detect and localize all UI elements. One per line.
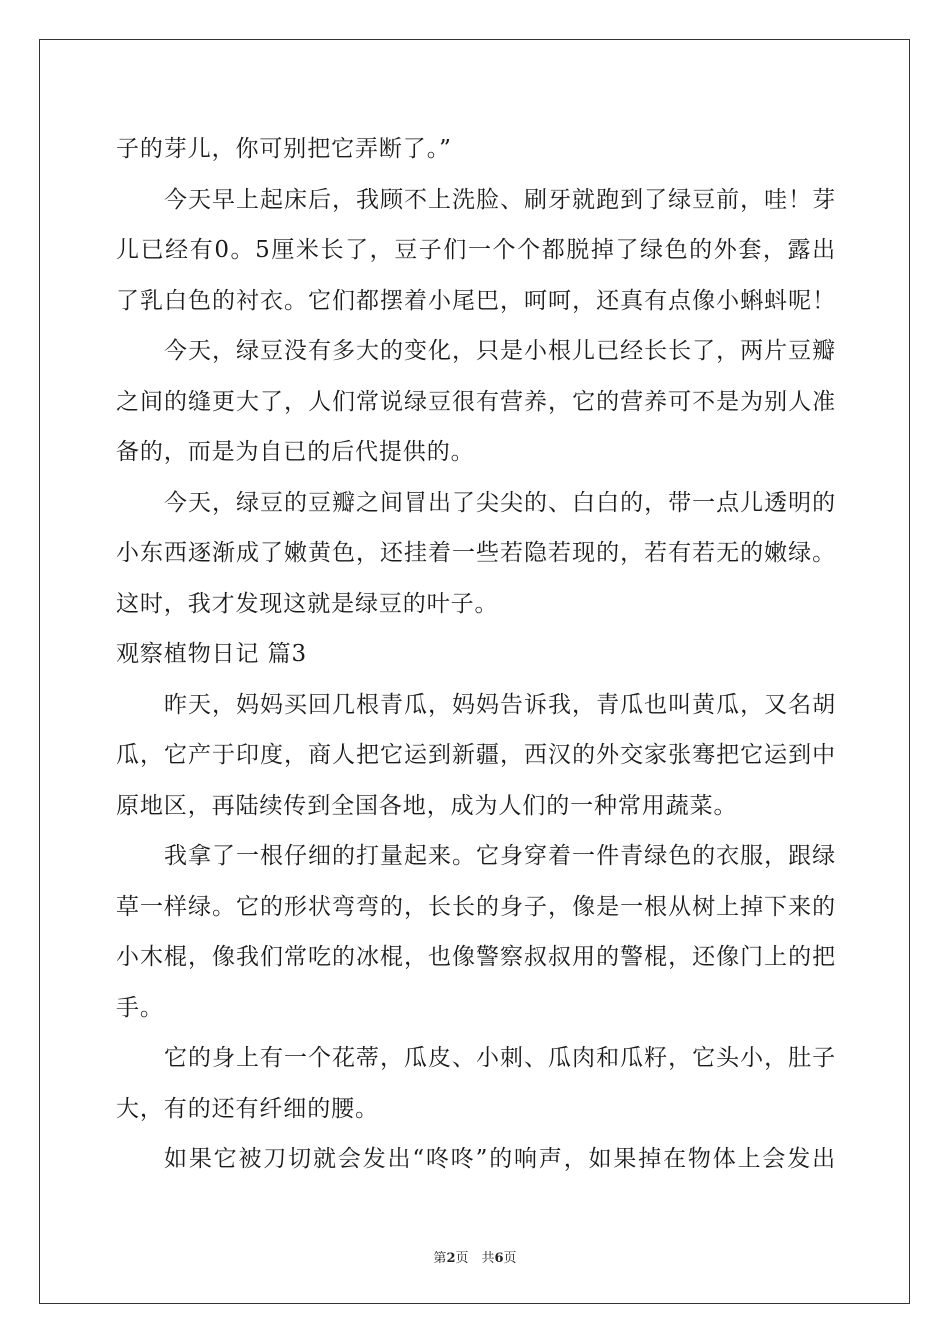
paragraph-start-line: 今天，绿豆的豆瓣之间冒出了尖尖的、白白的，带一点儿透明的	[164, 489, 836, 516]
section-heading: 观察植物日记 篇3	[116, 641, 308, 667]
document-body	[116, 124, 836, 1185]
page-footer	[0, 1247, 950, 1266]
text-line: 小东西逐渐成了嫩黄色，还挂着一些若隐若现的，若有若无的嫩绿。	[116, 540, 836, 566]
text-line: 小木棍，像我们常吃的冰棍，也像警察叔叔用的警棍，还像门上的把	[116, 944, 836, 970]
paragraph-start-line: 我拿了一根仔细的打量起来。它身穿着一件青绿色的衣服，跟绿	[164, 843, 836, 869]
text-line: 草一样绿。它的形状弯弯的，长长的身子，像是一根从树上掉下来的	[116, 893, 836, 920]
current-page-number: 2	[446, 1251, 456, 1266]
paragraph-start-line: 它的身上有一个花蒂，瓜皮、小刺、瓜肉和瓜籽，它头小，肚子	[164, 1045, 836, 1071]
text-line: 这时，我才发现这就是绿豆的叶子。	[116, 590, 499, 617]
page-number-middle: 页 共	[455, 1251, 495, 1266]
text-line: 备的，而是为自已的后代提供的。	[116, 439, 475, 465]
text-line: 手。	[116, 994, 164, 1021]
text-line: 原地区，再陆续传到全国各地，成为人们的一种常用蔬菜。	[116, 792, 738, 819]
page-number-suffix: 页	[503, 1251, 517, 1266]
text-line: 大，有的还有纤细的腰。	[116, 1095, 379, 1122]
paragraph-start-line: 今天早上起床后，我顾不上洗脸、刷牙就跑到了绿豆前，哇！芽	[164, 186, 836, 213]
paragraph-start-line: 今天，绿豆没有多大的变化，只是小根儿已经长长了，两片豆瓣	[164, 338, 836, 364]
text-line: 子的芽儿，你可别把它弄断了。”	[116, 136, 452, 162]
text-line: 瓜，它产于印度，商人把它运到新疆，西汉的外交家张骞把它运到中	[116, 742, 836, 768]
page-number-prefix: 第	[433, 1251, 447, 1266]
text-line: 儿已经有0。5厘米长了，豆子们一个个都脱掉了绿色的外套，露出	[116, 237, 836, 263]
text-line: 了乳白色的衬衣。它们都摆着小尾巴，呵呵，还真有点像小蝌蚪呢！	[116, 287, 836, 314]
paragraph-start-line: 昨天，妈妈买回几根青瓜，妈妈告诉我，青瓜也叫黄瓜，又名胡	[164, 691, 836, 718]
total-page-count: 6	[494, 1251, 504, 1266]
paragraph-start-line: 如果它被刀切就会发出“咚咚”的响声，如果掉在物体上会发出	[164, 1146, 836, 1172]
text-line: 之间的缝更大了，人们常说绿豆很有营养，它的营养可不是为别人准	[116, 388, 836, 415]
